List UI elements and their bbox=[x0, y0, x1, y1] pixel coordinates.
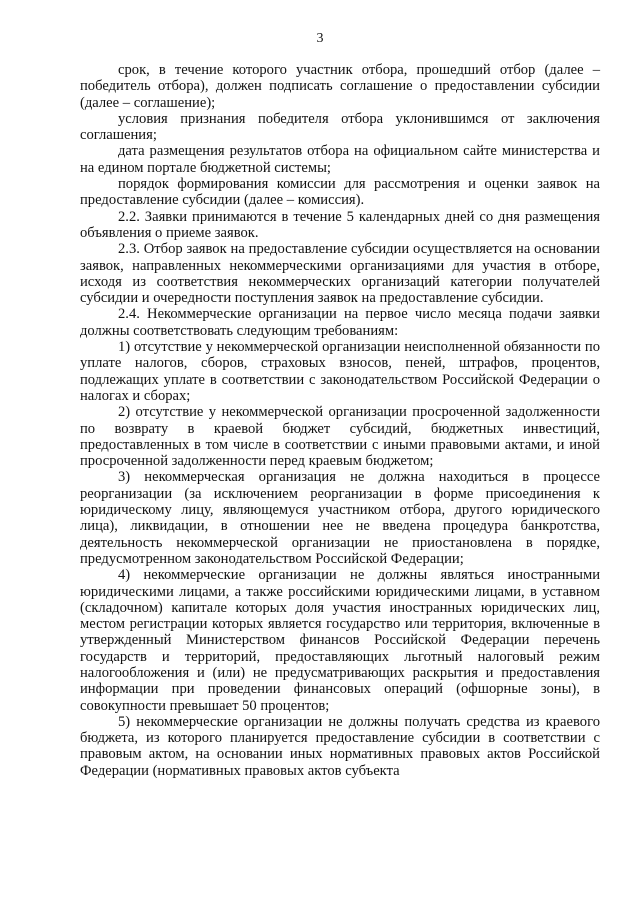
paragraph-2-2: 2.2. Заявки принимаются в течение 5 календарных дней со дня размещения объявления о приеме заявок. bbox=[80, 208, 600, 241]
list-item-requirement-1: 1) отсутствие у некоммерческой организации неисполненной обязанности по уплате налогов, сборов, страховых взносов, пеней, штрафов, процентов, подлежащих уплате в соответствии с законодательством Российской Федерации о налогах и сборах; bbox=[80, 339, 600, 404]
paragraph-evasion-conditions: условия признания победителя отбора уклонившимся от заключения соглашения; bbox=[80, 110, 600, 144]
paragraph-deadline-signing: срок, в течение которого участник отбора, прошедший отбор (далее – победитель отбора), должен подписать соглашение о предоставлении субсидии (далее – соглашение); bbox=[80, 62, 600, 111]
document-body bbox=[80, 62, 600, 779]
paragraph-2-3: 2.3. Отбор заявок на предоставление субсидии осуществляется на основании заявок, направленных некоммерческими организациями для участия в отборе, исходя из соответствия некоммерческих организаций категории получателей субсидии и очередности поступления заявок на предоставление субсидии. bbox=[80, 241, 600, 307]
list-item-requirement-3: 3) некоммерческая организация не должна находиться в процессе реорганизации (за исключением реорганизации в форме присоединения к юридическому лицу, являющемуся участником отбора, другого юридического лица), ликвидации, в отношении нее не введена процедура банкротства, деятельность некоммерческой организации не приостановлена в порядке, предусмотренном законодательством Российской Федерации; bbox=[80, 469, 600, 567]
paragraph-commission: порядок формирования комиссии для рассмотрения и оценки заявок на предоставление субсидии (далее – комиссия). bbox=[80, 176, 600, 209]
paragraph-results-publication: дата размещения результатов отбора на официальном сайте министерства и на едином портале бюджетной системы; bbox=[80, 143, 600, 176]
list-item-requirement-5: 5) некоммерческие организации не должны получать средства из краевого бюджета, из которого планируется предоставление субсидии в соответствии с правовым актом, на основании иных нормативных правовых актов Российской Федерации (нормативных правовых актов субъекта bbox=[80, 713, 600, 779]
paragraph-2-4: 2.4. Некоммерческие организации на первое число месяца подачи заявки должны соответствовать следующим требованиям: bbox=[80, 306, 600, 339]
list-item-requirement-2: 2) отсутствие у некоммерческой организации просроченной задолженности по возврату в краевой бюджет субсидий, бюджетных инвестиций, предоставленных в том числе в соответствии с иными правовыми актами, и иной просроченной задолженности перед краевым бюджетом; bbox=[80, 404, 600, 470]
list-item-requirement-4: 4) некоммерческие организации не должны являться иностранными юридическими лицами, а также российскими юридическими лицами, в уставном (складочном) капитале которых доля участия иностранных юридических лиц, местом регистрации которых является государство или территория, включенные в утвержденный Министерством финансов Российской Федерации перечень государств и территорий, предоставляющих льготный налоговый режим налогообложения и (или) не предусматривающих раскрытия и предоставления информации при проведении финансовых операций (офшорные зоны), в совокупности превышает 50 процентов; bbox=[80, 567, 600, 714]
page-number: 3 bbox=[316, 31, 324, 46]
